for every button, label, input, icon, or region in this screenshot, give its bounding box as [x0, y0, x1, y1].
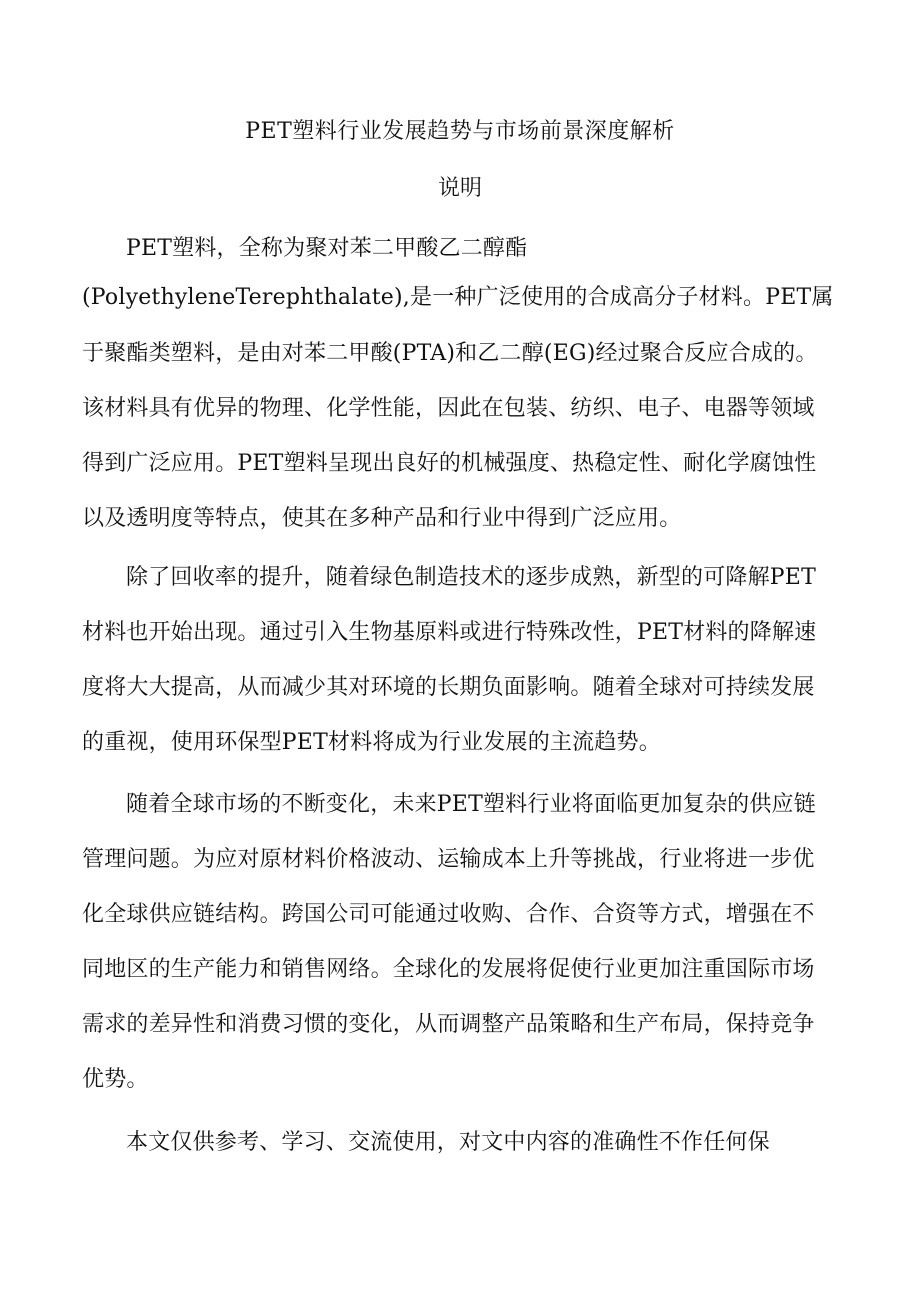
paragraph-2-line-1: 除了回收率的提升，随着绿色制造技术的逐步成熟，新型的可降解PET [126, 565, 816, 590]
paragraph-3-line-5: 需求的差异性和消费习惯的变化，从而调整产品策略和生产布局，保持竞争 [82, 1012, 815, 1037]
paragraph-3-line-6: 优势。 [82, 1067, 149, 1092]
document-subtitle: 说明 [437, 176, 482, 201]
paragraph-4-line-1: 本文仅供参考、学习、交流使用，对文中内容的准确性不作任何保 [126, 1130, 770, 1155]
paragraph-1-line-4: 该材料具有优异的物理、化学性能，因此在包装、纺织、电子、电器等领域 [82, 396, 815, 421]
paragraph-3-line-2: 管理问题。为应对原材料价格波动、运输成本上升等挑战，行业将进一步优 [82, 847, 815, 872]
paragraph-3-line-3: 化全球供应链结构。跨国公司可能通过收购、合作、合资等方式，增强在不 [82, 902, 815, 927]
paragraph-2-line-4: 的重视，使用环保型PET材料将成为行业发展的主流趋势。 [82, 730, 661, 755]
paragraph-1-line-1: PET塑料，全称为聚对苯二甲酸乙二醇酯 [126, 236, 528, 261]
paragraph-2-line-3: 度将大大提高，从而减少其对环境的长期负面影响。随着全球对可持续发展 [82, 675, 815, 700]
paragraph-1-line-3: 于聚酯类塑料，是由对苯二甲酸(PTA)和乙二醇(EG)经过聚合反应合成的。 [82, 341, 818, 366]
paragraph-1-line-6: 以及透明度等特点，使其在多种产品和行业中得到广泛应用。 [82, 506, 682, 531]
paragraph-2-line-2: 材料也开始出现。通过引入生物基原料或进行特殊改性，PET材料的降解速 [82, 620, 817, 645]
document-title: PET塑料行业发展趋势与市场前景深度解析 [245, 119, 675, 144]
paragraph-1-line-2: (PolyethyleneTerephthalate),是一种广泛使用的合成高分子材料。PET属 [82, 285, 834, 310]
paragraph-3-line-1: 随着全球市场的不断变化，未来PET塑料行业将面临更加复杂的供应链 [126, 792, 816, 817]
paragraph-3-line-4: 同地区的生产能力和销售网络。全球化的发展将促使行业更加注重国际市场 [82, 957, 815, 982]
paragraph-1-line-5: 得到广泛应用。PET塑料呈现出良好的机械强度、热稳定性、耐化学腐蚀性 [82, 451, 817, 476]
